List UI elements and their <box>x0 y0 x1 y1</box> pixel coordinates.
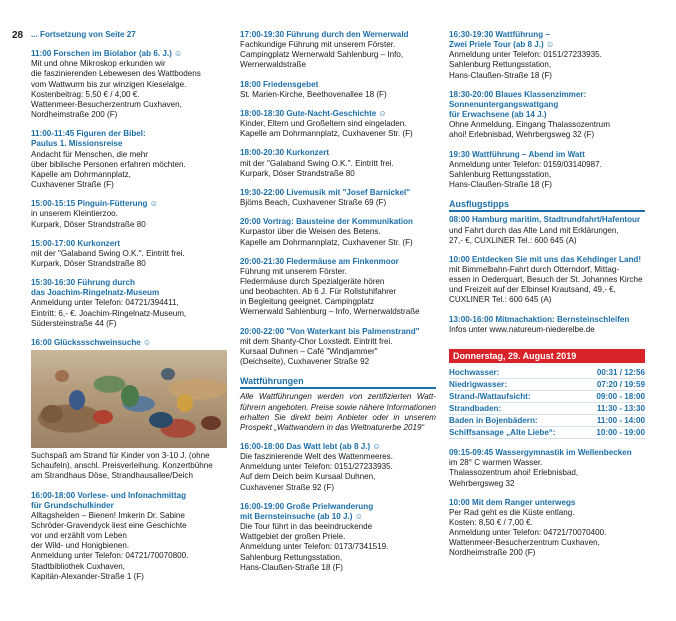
photo-figure <box>121 385 139 407</box>
event-body <box>449 120 645 140</box>
event-entry <box>240 30 436 71</box>
event-body-line: essen in Oederquart, Besuch der St. Johannes Kirche <box>449 275 643 285</box>
event-title <box>31 278 227 298</box>
tide-table <box>449 367 645 439</box>
event-body-line: mit der "Galaband Swing O.K.". Eintritt frei. <box>240 158 394 168</box>
column-1 <box>31 30 227 591</box>
event-entry <box>449 448 645 489</box>
event-title <box>31 338 227 348</box>
photo-figure <box>149 412 173 428</box>
event-body-line: am Strandhaus Döse, Strandhausallee/Deich <box>31 471 193 481</box>
event-body-line: mit dem Shanty-Chor Loxstedt. Eintritt frei. <box>240 336 393 346</box>
event-body <box>449 458 645 488</box>
event-title-line: Sonnenuntergangswattgang <box>449 99 559 109</box>
event-body-line: (Deichseite), Cuxhavener Straße 92 <box>240 357 370 367</box>
event-title-line: 09:15-09:45 Wassergymnastik im Wellenbecken <box>449 448 632 458</box>
event-body-line: Sahlenburg Rettungsstation, <box>449 60 552 70</box>
event-entry <box>31 199 227 229</box>
event-title-line: Zwei Priele Tour (ab 8 J.) ☺ <box>449 40 555 50</box>
event-title <box>31 239 227 249</box>
event-body-line: Kurpastor über die Weisen des Betens. <box>240 227 381 237</box>
event-body-line: Anmeldung unter Telefon: 0159/03140987. <box>449 159 602 169</box>
event-title-line: 16:00 Glückssschweinsuche ☺ <box>31 337 152 347</box>
event-body <box>449 50 645 80</box>
event-body-line: Suchspaß am Strand für Kinder von 3-10 J. (ohne <box>31 451 210 461</box>
event-body-line: Per Rad geht es die Küste entlang. <box>449 507 575 517</box>
tide-label: Strand-/Wattaufsicht: <box>449 392 531 402</box>
event-title-line: 17:00-19:30 Führung durch den Wernerwald <box>240 30 409 39</box>
event-title <box>240 30 436 40</box>
event-body-line: Wernerwaldstraße <box>240 60 306 70</box>
event-body-line: Kinder, Eltern und Großeltern sind eingeladen. <box>240 119 407 129</box>
event-body-line: vor und erzählt vom Leben <box>31 531 127 541</box>
event-body-line: ahoi! Erlebnisbad, Wehrbergsweg 32 (F) <box>449 130 595 140</box>
event-title <box>449 90 645 120</box>
photo-figure <box>55 370 69 382</box>
event-title-line: 18:30-20:00 Blaues Klassenzimmer: <box>449 89 587 99</box>
event-title <box>449 448 645 458</box>
event-title <box>240 257 436 267</box>
event-body-line: Bjöms Beach, Cuxhavener Straße 69 (F) <box>240 198 387 208</box>
photo-figure <box>69 390 85 410</box>
event-body-line: Wattenmeer-Besucherzentrum Cuxhaven, <box>31 99 182 109</box>
tide-row <box>449 367 645 379</box>
event-body-line: Kapelle am Dohrmannplatz, Cuxhavener Str. (F) <box>240 129 413 139</box>
tide-value: 11:30 - 13:30 <box>596 404 645 414</box>
event-body-line: in Begleitung geeignet. Campingplatz <box>240 297 375 307</box>
event-title <box>31 491 227 511</box>
event-entry <box>240 80 436 100</box>
event-entry <box>449 498 645 559</box>
event-body-line: Anmeldung unter Telefon: 0173/7341519. <box>240 542 389 552</box>
event-entry <box>449 255 645 306</box>
event-entry <box>31 129 227 190</box>
event-title <box>240 502 436 522</box>
event-title <box>240 148 436 158</box>
event-title-line: 16:30-19:30 Wattführung – <box>449 30 550 39</box>
event-title-line: mit Bernsteinsuche (ab 10 J.) ☺ <box>240 511 363 521</box>
event-body-line: im 28° C warmen Wasser. <box>449 458 543 468</box>
tide-label: Hochwasser: <box>449 368 500 378</box>
event-title <box>449 498 645 508</box>
event-title-line: Paulus 1. Missionsreise <box>31 139 123 149</box>
event-entry <box>449 30 645 81</box>
section-note: Alle Wattführungen werden von zertifizierten Watt-führern angeboten. Preise sowie nähere Informationen erhalten Sie direkt beim Anbieter oder in unserem Prospekt „Wattwandern in das Weltnaturerbe 2019“ <box>240 392 436 432</box>
photo-figure <box>161 368 175 380</box>
event-title <box>449 30 645 50</box>
event-body <box>449 508 645 559</box>
event-body-line: in unserem Kleintierzoo. <box>31 209 118 219</box>
event-body <box>240 267 436 318</box>
event-body-line: Wattenmeer-Besucherzentrum Cuxhaven, <box>449 538 600 548</box>
event-body <box>240 119 436 139</box>
event-body-line: Auf dem Deich beim Kursaal Duhnen, <box>240 472 376 482</box>
event-body-line: Kursaal Duhnen – Café "Windjammer" <box>240 346 378 356</box>
date-header: Donnerstag, 29. August 2019 <box>449 349 645 363</box>
event-title-line: 19:30-22:00 Livemusik mit "Josef Barnickel" <box>240 187 411 197</box>
event-body <box>31 511 227 582</box>
event-entry <box>31 278 227 329</box>
event-body-line: der Wild- und Honigbienen. <box>31 541 130 551</box>
event-title-line: 11:00-11:45 Figuren der Bibel: <box>31 129 146 139</box>
event-body-line: und Fahrt durch das Alte Land mit Erklärungen, <box>449 225 619 235</box>
photo-figure <box>177 394 193 412</box>
event-title <box>240 80 436 90</box>
event-body-line: Anmeldung unter Telefon: 0151/27233935. <box>449 50 602 60</box>
event-body-line: Südersteinstraße 44 (F) <box>31 318 117 328</box>
event-title-line: 11:00 Forschen im Biolabor (ab 6. J.) ☺ <box>31 49 183 59</box>
event-title-line: 10:00 Mit dem Ranger unterwegs <box>449 497 576 507</box>
event-title-line: das Joachim-Ringelnatz-Museum <box>31 288 160 298</box>
event-body <box>31 59 227 120</box>
event-title <box>31 199 227 209</box>
event-body-line: Anmeldung unter Telefon: 04721/394411, <box>31 298 179 308</box>
tide-value: 00:31 / 12:56 <box>596 368 645 378</box>
tide-row <box>449 403 645 415</box>
event-body <box>240 337 436 367</box>
section-heading: Ausflugstipps <box>449 199 645 212</box>
event-title-line: für Erwachsene (ab 14 J.) <box>449 110 547 120</box>
event-entry <box>31 338 227 482</box>
event-title-line: 16:00-18:00 Das Watt lebt (ab 8 J.) ☺ <box>240 442 381 451</box>
event-body-line: Eintritt: 6,- €. Joachim-Ringelnatz-Museum, <box>31 308 187 318</box>
event-body <box>240 452 436 493</box>
event-body-line: Kapitän-Alexander-Straße 1 (F) <box>31 571 144 581</box>
event-body-line: vom Wattwurm bis zur winzigen Kieselalge. <box>31 79 187 89</box>
event-body-line: Campingplatz Wernerwald Sahlenburg – Info, <box>240 50 404 60</box>
event-body-line: mit der "Galaband Swing O.K.". Eintritt frei. <box>31 248 185 258</box>
event-body-line: Ohne Anmeldung. Eingang Thalassozentrum <box>449 120 610 130</box>
tide-row <box>449 391 645 403</box>
column-2 <box>240 30 436 582</box>
event-body-line: 27,- €, CUXLINER Tel.: 600 645 (A) <box>449 235 577 245</box>
event-body <box>449 325 645 335</box>
tide-label: Strandbaden: <box>449 404 502 414</box>
event-body-line: Cuxhavener Straße (F) <box>31 180 114 190</box>
tide-value: 10:00 - 19:00 <box>596 428 645 438</box>
section-heading: Wattführungen <box>240 376 436 389</box>
event-entry <box>31 49 227 120</box>
event-title <box>449 215 645 225</box>
event-body-line: Kurpark, Döser Strandstraße 80 <box>31 219 146 229</box>
tide-row <box>449 427 645 439</box>
event-body-line: Nordheimstraße 200 (F) <box>449 548 536 558</box>
event-body-line: und Freizeit auf der Elbinsel Krautsand, 49,- €, <box>449 285 616 295</box>
event-body-line: Kapelle am Dohrmannplatz, Cuxhavener Str. (F) <box>240 237 413 247</box>
event-body-line: Kosten: 8,50 € / 7,00 €. <box>449 518 533 527</box>
event-title-line: 15:00-17:00 Kurkonzert <box>31 238 121 248</box>
event-body-line: Alltagshelden – Bienen! Imkerin Dr. Sabine <box>31 510 185 520</box>
event-body-line: Infos unter www.natureum-niederelbe.de <box>449 324 595 334</box>
page-number: 28 <box>12 30 24 41</box>
event-body-line: Cuxhavener Straße 92 (F) <box>240 482 335 492</box>
event-body-line: Schaufeln), anschl. Preisverleihung. Konzertbühne <box>31 461 213 471</box>
event-body <box>31 209 227 229</box>
event-title-line: 19:30 Wattführung – Abend im Watt <box>449 149 585 159</box>
event-body-line: Mit und ohne Mikroskop erkunden wir <box>31 59 166 69</box>
event-body-line: Wehrbergsweg 32 <box>449 478 515 488</box>
photo-figure <box>93 410 113 424</box>
event-body-line: Fledermäuse durch Spezialgeräte hören <box>240 276 385 286</box>
event-title-line: ... Fortsetzung von Seite 27 <box>31 30 136 39</box>
event-body-line: mit Bimmelbahn-Fahrt durch Otterndorf, Mittag- <box>449 264 620 274</box>
event-body-line: Thalassozentrum ahoi! Erlebnisbad, <box>449 468 579 478</box>
event-title-line: 18:00 Friedensgebet <box>240 79 319 89</box>
event-body-line: Sahlenburg Rettungsstation, <box>449 169 552 179</box>
event-body-line: Schröder-Gravendyck liest eine Geschichte <box>31 521 187 530</box>
event-body-line: Andacht für Menschen, die mehr <box>31 149 148 159</box>
tide-value: 09:00 - 18:00 <box>596 392 645 402</box>
event-title-line: 15:00-15:15 Pinguin-Fütterung ☺ <box>31 199 158 209</box>
event-title-line: 15:30-16:30 Führung durch <box>31 278 135 288</box>
event-title-line: für Grundschulkinder <box>31 500 114 510</box>
event-title <box>240 442 436 452</box>
event-body <box>240 522 436 573</box>
beach-photo <box>31 350 227 448</box>
event-title-line: 20:00-21:30 Fledermäuse am Finkenmoor <box>240 256 399 266</box>
event-body <box>240 159 436 179</box>
event-body-line: die faszinierenden Lebewesen des Wattbodens <box>31 69 201 79</box>
event-entry <box>31 30 227 40</box>
event-entry <box>449 215 645 245</box>
event-body-line: St. Marien-Kirche, Beethovenallee 18 (F) <box>240 89 387 99</box>
event-body-line: und beobachten. Ab 6 J. Für Rollstuhlfahrer <box>240 287 397 297</box>
event-body <box>31 451 227 481</box>
event-entry <box>240 257 436 318</box>
event-entry <box>240 109 436 139</box>
tide-value: 07:20 / 19:59 <box>596 380 645 390</box>
photo-figure <box>201 416 221 430</box>
event-body-line: Hans-Claußen-Straße 18 (F) <box>449 70 553 80</box>
event-body <box>240 40 436 70</box>
event-body-line: Die Tour führt in das beeindruckende <box>240 522 373 532</box>
tide-label: Baden in Bojenbädern: <box>449 416 538 426</box>
event-body <box>31 150 227 191</box>
event-body <box>449 226 645 246</box>
event-title <box>240 327 436 337</box>
event-body-line: Stadtbibliothek Cuxhaven, <box>31 561 126 571</box>
event-body-line: Kostenbeitrag: 5,50 € / 4,00 €. <box>31 89 140 99</box>
event-body-line: Führung mit unserem Förster. <box>240 266 347 276</box>
event-body-line: Anmeldung unter Telefon: 0151/27233935. <box>240 462 393 472</box>
event-title <box>240 188 436 198</box>
tide-value: 11:00 - 14:00 <box>596 416 645 426</box>
event-body <box>31 298 227 328</box>
tide-label: Schiffsansage „Alte Liebe“: <box>449 428 556 438</box>
event-title-line: 08:00 Hamburg maritim, Stadtrundfahrt/Hafentour <box>449 215 641 225</box>
event-title-line: 18:00-20:30 Kurkonzert <box>240 148 330 158</box>
event-title-line: 20:00 Vortrag: Bausteine der Kommunikation <box>240 217 414 227</box>
event-title <box>449 255 645 265</box>
tide-row <box>449 379 645 391</box>
event-title-line: 20:00-22:00 "Von Waterkant bis Palmenstrand" <box>240 326 420 336</box>
event-body-line: Nordheimstraße 200 (F) <box>31 110 118 120</box>
event-body-line: Wernerwald Sahlenburg – Info, Wernerwaldstraße <box>240 307 420 317</box>
photo-figure <box>41 405 63 423</box>
event-title <box>449 315 645 325</box>
event-body-line: Hans-Claußen-Straße 18 (F) <box>449 180 553 190</box>
event-entry <box>449 315 645 335</box>
event-title-line: 16:00-19:00 Große Prielwanderung <box>240 501 374 511</box>
event-entry <box>240 327 436 368</box>
event-entry <box>240 442 436 493</box>
event-entry <box>449 150 645 191</box>
event-entry <box>449 90 645 141</box>
event-body <box>31 249 227 269</box>
event-title <box>449 150 645 160</box>
event-entry <box>31 491 227 582</box>
event-title <box>240 109 436 119</box>
event-body-line: Fachkundige Führung mit unserem Förster. <box>240 40 396 50</box>
event-body-line: Sahlenburg Rettungsstation, <box>240 552 343 562</box>
event-title <box>31 49 227 59</box>
event-body-line: Anmeldung unter Telefon: 04721/70070400. <box>449 528 607 538</box>
event-body-line: Kurpark, Döser Strandstraße 80 <box>31 258 146 268</box>
event-entry <box>240 502 436 573</box>
event-body <box>240 198 436 208</box>
event-entry <box>240 217 436 247</box>
event-body <box>449 265 645 306</box>
event-body-line: über biblische Personen erfahren möchten. <box>31 159 186 169</box>
event-title-line: 10:00 Entdecken Sie mit uns das Kehdinger Land! <box>449 254 642 264</box>
event-body-line: Die faszinierende Welt des Wattenmeeres. <box>240 452 393 462</box>
tide-row <box>449 415 645 427</box>
event-title <box>31 30 227 40</box>
event-body <box>240 90 436 100</box>
event-title-line: 16:00-18:00 Vorlese- und Infonachmittag <box>31 490 187 500</box>
event-body <box>240 227 436 247</box>
event-title <box>31 129 227 149</box>
event-entry <box>31 239 227 269</box>
event-body-line: Hans-Claußen-Straße 18 (F) <box>240 562 344 572</box>
event-body-line: Anmeldung unter Telefon: 04721/70070800. <box>31 551 189 561</box>
event-title-line: 18:00-18:30 Gute-Nacht-Geschichte ☺ <box>240 108 387 118</box>
tide-label: Niedrigwasser: <box>449 380 508 390</box>
event-body-line: CUXLINER Tel.: 600 645 (A) <box>449 295 552 305</box>
event-entry <box>240 188 436 208</box>
event-body <box>449 160 645 190</box>
event-title <box>240 217 436 227</box>
event-title-line: 13:00-16:00 Mitmachaktion: Bernsteinschleifen <box>449 314 630 324</box>
event-body-line: Kapelle am Dohrmannplatz, <box>31 169 131 179</box>
event-body-line: Kurpark, Döser Strandstraße 80 <box>240 168 355 178</box>
event-body-line: Wattgebiet der großen Priele. <box>240 532 346 542</box>
column-3 <box>449 30 645 568</box>
event-entry <box>240 148 436 178</box>
